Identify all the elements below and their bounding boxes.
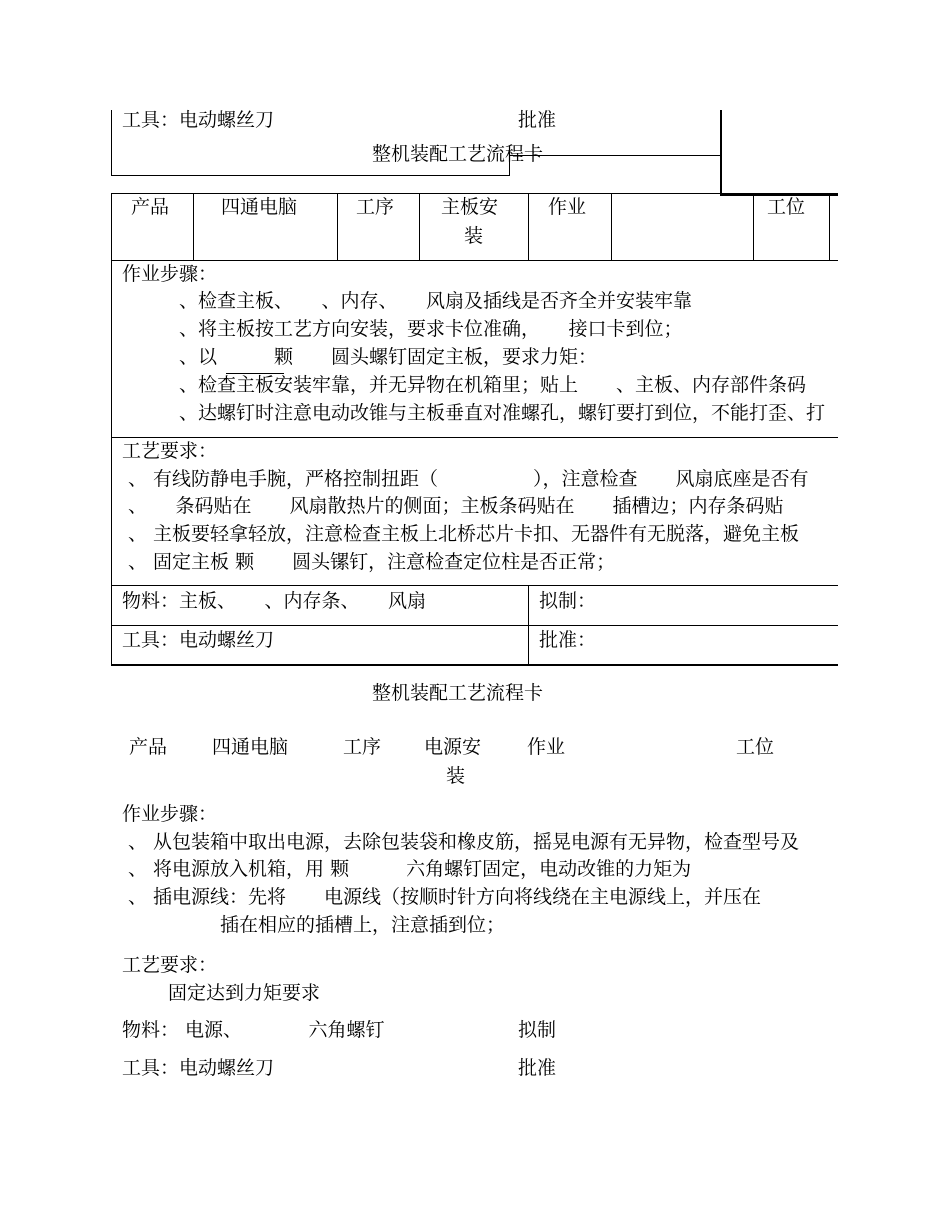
card2-step-item: 、检查主板、 、内存、 风扇及插线是否齐全并安装牢靠 (179, 290, 693, 312)
card1-right-border (720, 110, 722, 196)
card2-material-bottom (111, 625, 838, 626)
card2-header-bottom (111, 260, 838, 261)
card1-title: 整机装配工艺流程卡 (372, 143, 544, 165)
card2-col-divider (337, 193, 338, 261)
card2-approve-label: 批准： (539, 629, 597, 651)
card2-material-label: 物料：主板、 、内存条、 风扇 (122, 590, 427, 612)
card3-process-value-cont: 装 (446, 765, 466, 787)
card3-requirements-title: 工艺要求： (122, 954, 218, 976)
card3-job-label: 作业 (527, 736, 566, 758)
card2-tool-label: 工具：电动螺丝刀 (122, 629, 275, 651)
card2-product-label: 产品 (131, 196, 170, 218)
card3-steps-title: 作业步骤： (122, 803, 218, 825)
card2-step-item: 、以 颗 圆头螺钉固定主板，要求力矩： (179, 346, 598, 368)
card2-requirement-item: 、 有线防静电手腕，严格控制扭距（ ），注意检查 风扇底座是否有 (128, 468, 809, 490)
card2-requirements-title: 工艺要求： (122, 440, 218, 462)
card2-left-border (111, 193, 112, 666)
card3-process-label: 工序 (343, 736, 382, 758)
card3-material-label: 物料： 电源、 六角螺钉 (122, 1019, 385, 1041)
card3-step-item: 插在相应的插槽上，注意插到位； (220, 914, 506, 936)
card1-tool-label: 工具：电动螺丝刀 (122, 109, 275, 131)
card2-station-label: 工位 (767, 196, 806, 218)
card1-left-border (111, 110, 112, 176)
card1-approve-label: 批准 (518, 109, 557, 131)
card2-steps-bottom (111, 437, 838, 438)
card3-product-value: 四通电脑 (212, 736, 289, 758)
card2-job-label: 作业 (548, 196, 587, 218)
card3-draft-label: 拟制 (518, 1019, 557, 1041)
card2-top-border (111, 193, 838, 194)
card2-bottom-border (111, 664, 838, 666)
card2-requirements-bottom (111, 585, 838, 586)
card2-step-item: 、达螺钉时注意电动改锥与主板垂直对准螺孔，螺钉要打到位，不能打歪、打 (179, 402, 826, 424)
card3-title: 整机装配工艺流程卡 (372, 682, 544, 704)
card2-col-divider (419, 193, 420, 261)
card2-col-divider (829, 193, 830, 261)
card2-requirement-item: 、 主板要轻拿轻放，注意检查主板上北桥芯片卡扣、无器件有无脱落，避免主板 (128, 523, 800, 545)
card3-requirement-item: 固定达到力矩要求 (168, 982, 321, 1004)
card1-bottom-border (111, 175, 510, 176)
card3-process-value: 电源安 (424, 736, 482, 758)
card2-col-divider (193, 193, 194, 261)
card3-station-label: 工位 (736, 736, 775, 758)
card2-process-label: 工序 (356, 196, 395, 218)
card2-col-divider (528, 193, 529, 261)
card2-draft-label: 拟制： (539, 590, 597, 612)
card2-step-item: 、将主板按工艺方向安装，要求卡位准确， 接口卡到位； (179, 318, 683, 340)
card3-tool-label: 工具：电动螺丝刀 (122, 1057, 275, 1079)
card2-col-divider (611, 193, 612, 261)
card2-process-value: 主板安 (441, 196, 499, 218)
card2-steps-title: 作业步骤： (122, 263, 218, 285)
card3-step-item: 、 将电源放入机箱，用 颗 六角螺钉固定，电动改锥的力矩为 (128, 858, 692, 880)
card3-step-item: 、 插电源线：先将 电源线（按顺时针方向将线绕在主电源线上，并压在 (128, 886, 762, 908)
card3-approve-label: 批准 (518, 1057, 557, 1079)
card2-step-item: 、检查主板安装牢靠，并无异物在机箱里；贴上 、主板、内存部件条码 (179, 374, 807, 396)
card2-col-divider (753, 193, 754, 261)
card2-process-value-cont: 装 (464, 225, 484, 247)
card3-product-label: 产品 (129, 736, 168, 758)
card3-step-item: 、 从包装箱中取出电源，去除包装袋和橡皮筋，摇晃电源有无异物，检查型号及 (128, 831, 800, 853)
card2-product-value: 四通电脑 (221, 196, 298, 218)
card2-requirement-item: 、 固定主板 颗 圆头镙钉，注意检查定位柱是否正常； (128, 551, 616, 573)
card2-requirement-item: 、 条码贴在 风扇散热片的侧面；主板条码贴在 插槽边；内存条码贴 (128, 495, 784, 517)
